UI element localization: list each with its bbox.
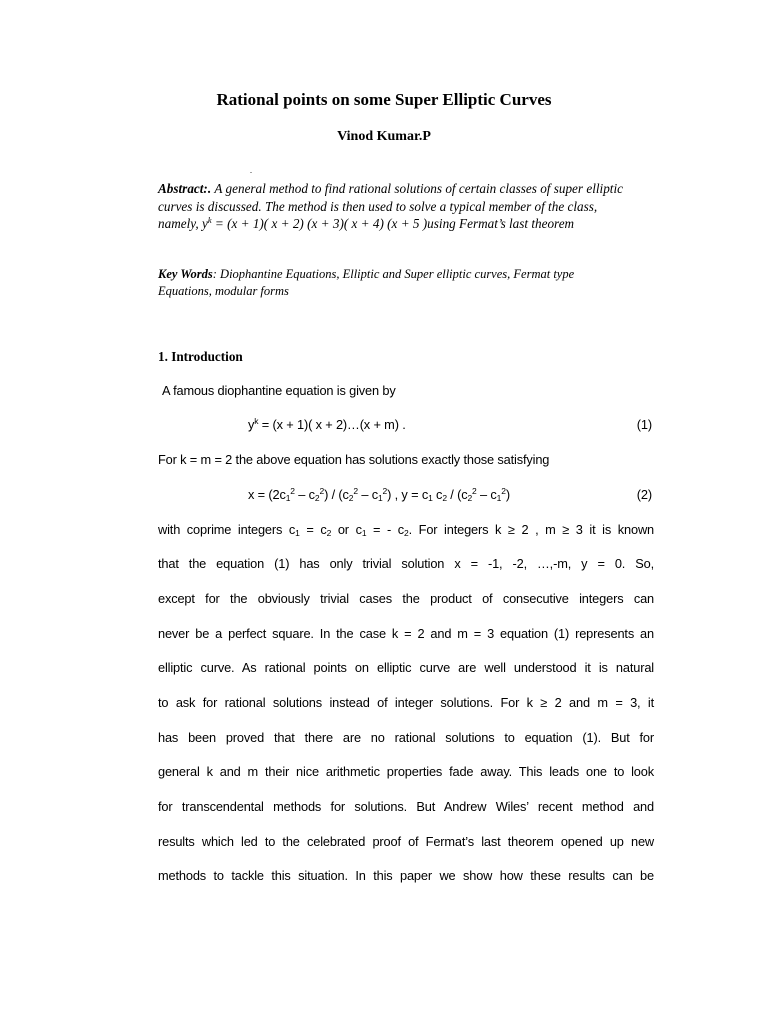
eq2-sup: 2 <box>382 486 388 496</box>
body-line: except for the obviously trivial cases the product of consecutive integers can <box>158 591 654 606</box>
paper-title: Rational points on some Super Elliptic Curves <box>216 90 552 109</box>
equation-2-number: (2) <box>636 487 652 502</box>
eq2-part: ) / (c <box>324 487 349 502</box>
intro-line: A famous diophantine equation is given by <box>162 383 396 398</box>
body-line: for transcendental methods for solutions. But Andrew Wiles’ recent method and <box>158 799 654 814</box>
eq2-sub: 1 <box>285 493 291 503</box>
abstract-exponent: k <box>207 215 212 225</box>
body-line: that the equation (1) has only trivial solution x = -1, -2, …,-m, y = 0. So, <box>158 556 654 571</box>
coprime-part: . For integers k ≥ 2 , m ≥ 3 it is known <box>408 522 655 537</box>
coprime-part: = c <box>299 522 327 537</box>
eq1-y: y <box>248 417 255 432</box>
equation-1 <box>248 417 406 432</box>
abstract-label-tail: . <box>207 181 215 196</box>
eq2-sup: 2 <box>472 486 477 496</box>
eq1-rhs: = (x + 1)( x + 2)…(x + m) . <box>258 417 406 432</box>
eq2-sub: 1 <box>377 493 383 503</box>
abstract-text-2: = (x + 1)( x + 2) (x + 3)( x + 4) (x + 5 )using Fermat’s last theorem <box>211 216 575 231</box>
equation-2 <box>248 487 510 502</box>
coprime-sub: 1 <box>361 528 367 538</box>
eq2-part: ) , y = c <box>387 487 429 502</box>
equation-1-number: (1) <box>636 417 652 432</box>
eq2-part: x = (2c <box>248 487 286 502</box>
body-line: elliptic curve. As rational points on elliptic curve are well understood it is natural <box>158 660 654 675</box>
body-line: to ask for rational solutions instead of integer solutions. For k ≥ 2 and m = 3, it <box>158 695 654 710</box>
eq2-sub: 1 <box>428 493 433 503</box>
coprime-sub: 2 <box>326 528 332 538</box>
for-k-line: For k = m = 2 the above equation has solutions exactly those satisfying <box>158 452 550 467</box>
abstract-text-1: A general method to find rational solutions of certain classes of super elliptic curves is discussed. The method is then used to solve a typical member of the class, namely, y <box>158 181 623 231</box>
eq2-part: ) <box>505 487 510 502</box>
eq2-sup: 2 <box>501 486 506 496</box>
eq2-sub: 1 <box>496 493 502 503</box>
stray-mark: . <box>250 166 252 175</box>
eq2-part: – c <box>476 487 497 502</box>
eq2-part: c <box>432 487 443 502</box>
eq1-exponent: k <box>254 416 259 426</box>
paper-author: Vinod Kumar.P <box>337 129 431 144</box>
eq2-sub: 2 <box>442 493 447 503</box>
body-line: general k and m their nice arithmetic properties fade away. This leads one to look <box>158 764 654 779</box>
body-line: methods to tackle this situation. In this paper we show how these results can be <box>158 868 654 883</box>
body-line: has been proved that there are no rational solutions to equation (1). But for <box>158 730 654 745</box>
abstract-label: Abstract: <box>158 181 208 196</box>
body-line: results which led to the celebrated proof of Fermat’s last theorem opened up new <box>158 834 654 849</box>
coprime-sub: 1 <box>295 528 300 538</box>
coprime-part: with coprime integers c <box>158 522 296 537</box>
eq2-part: – c <box>357 487 378 502</box>
eq2-sub: 2 <box>348 493 354 503</box>
coprime-part: = - c <box>366 522 405 537</box>
coprime-sub: 2 <box>404 528 409 538</box>
eq2-sup: 2 <box>319 486 325 496</box>
coprime-line <box>158 522 654 540</box>
section-heading: 1. Introduction <box>158 349 243 364</box>
eq2-sub: 2 <box>467 493 473 503</box>
coprime-part: or c <box>331 522 362 537</box>
keywords-label: Key Words <box>158 267 213 281</box>
abstract <box>158 180 628 233</box>
body-line: never be a perfect square. In the case k = 2 and m = 3 equation (1) represents an <box>158 626 654 641</box>
eq2-sup: 2 <box>290 486 295 496</box>
eq2-sup: 2 <box>353 486 358 496</box>
keywords <box>158 266 628 299</box>
keywords-text: : Diophantine Equations, Elliptic and Super elliptic curves, Fermat type Equations, modular forms <box>158 267 575 298</box>
eq2-part: / (c <box>446 487 468 502</box>
eq2-part: – c <box>294 487 315 502</box>
eq2-sub: 2 <box>314 493 320 503</box>
